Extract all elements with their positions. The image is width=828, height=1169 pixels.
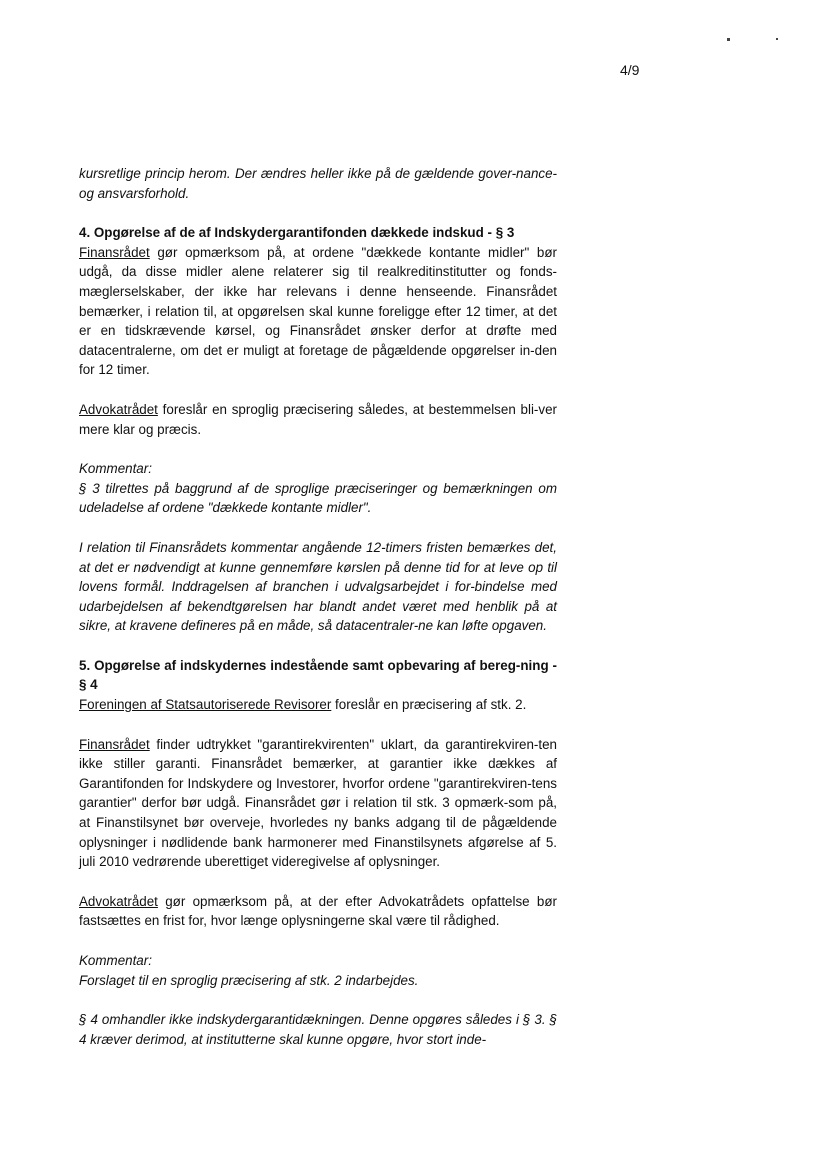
- paragraph-fsr: [79, 695, 557, 715]
- paragraph-text: gør opmærksom på, at ordene "dækkede kontante midler" bør udgå, da disse midler alene relaterer sig til realkreditinstitutter og fonds-mæglerselskaber, der ikke har relevans i denne henseende. Finansrådet bemærker, i relation til, at opgørelsen skal kunne foreligge efter 12 timer, at det er en tidskrævende kørsel, og Finansrådet ønsker derfor at drøfte med datacentralerne, om det er muligt at foretage de pågældende opgørelser in-den for 12 timer.: [79, 244, 557, 378]
- org-name: Advokatrådet: [79, 401, 158, 417]
- comment-text: Forslaget til en sproglig præcisering af stk. 2 indarbejdes.: [79, 972, 419, 988]
- comment-paragraph: I relation til Finansrådets kommentar angående 12-timers fristen bemærkes det, at det er nødvendigt at kunne gennemføre kørslen på denne tid for at leve op til lovens formål. Inddragelsen af branchen i udvalgsarbejdet i for-bindelse med udarbejdelsen af bekendtgørelsen har blandt andet været med henblik på at sikre, at kravene defineres på en måde, så datacentraler-ne kan løfte opgaven.: [79, 539, 557, 634]
- section-heading-5: 5. Opgørelse af indskydernes indestående samt opbevaring af bereg-ning - § 4: [79, 657, 557, 693]
- comment-label: Kommentar:: [79, 953, 152, 968]
- section-heading-4: 4. Opgørelse af de af Indskydergarantifonden dækkede indskud - § 3: [79, 225, 515, 241]
- scan-speck: [727, 38, 730, 41]
- paragraph-text: foreslår en sproglig præcisering således, at bestemmelsen bli-ver mere klar og præcis.: [79, 401, 557, 437]
- org-name: Finansrådet: [79, 244, 150, 260]
- paragraph-text: gør opmærksom på, at der efter Advokatrådets opfattelse bør fastsættes en frist for, hvor længe oplysningerne skal være til rådighed.: [79, 893, 557, 929]
- org-name: Advokatrådet: [79, 893, 158, 909]
- org-name: Foreningen af Statsautoriserede Revisorer: [79, 697, 332, 713]
- comment-label: Kommentar:: [79, 461, 152, 477]
- paragraph-finansraadet-1: [79, 243, 557, 380]
- comment-text: § 3 tilrettes på baggrund af de sproglige præciseringer og bemærkningen om udeladelse af ordene "dækkede kontante midler".: [79, 480, 557, 516]
- document-body: [79, 164, 557, 1049]
- paragraph-text: foreslår en præcisering af stk. 2.: [331, 697, 527, 713]
- paragraph-text: finder udtrykket "garantirekvirenten" uklart, da garantirekviren-ten ikke stiller garanti. Finansrådet bemærker, at garantier ikke dækkes af Garantifonden for Indskydere og Investorer, hvorfor ordene "garantirekviren-tens garantier" derfor bør udgå. Finansrådet gør i relation til stk. 3 opmærk-som på, at Finanstilsynet bør overveje, hvorledes ny banks adgang til de pågældende oplysninger i nødlidende bank harmonerer med Finanstilsynets afgørelse af 5. juli 2010 vedrørende uberettiget videregivelse af oplysninger.: [79, 736, 557, 870]
- comment-paragraph: § 4 omhandler ikke indskydergarantidækningen. Denne opgøres således i § 3. § 4 kræver derimod, at institutterne skal kunne opgøre, hvor stort inde-: [79, 1012, 557, 1047]
- paragraph-advokatraadet-1: [79, 400, 557, 439]
- paragraph-continuation: kursretlige princip herom. Der ændres heller ikke på de gældende gover-nance- og ansvarsforhold.: [79, 166, 557, 201]
- paragraph-finansraadet-2: [79, 735, 557, 872]
- page-number: 4/9: [620, 62, 640, 78]
- paragraph-advokatraadet-2: [79, 892, 557, 931]
- org-name: Finansrådet: [79, 736, 150, 752]
- scan-speck: [776, 38, 778, 40]
